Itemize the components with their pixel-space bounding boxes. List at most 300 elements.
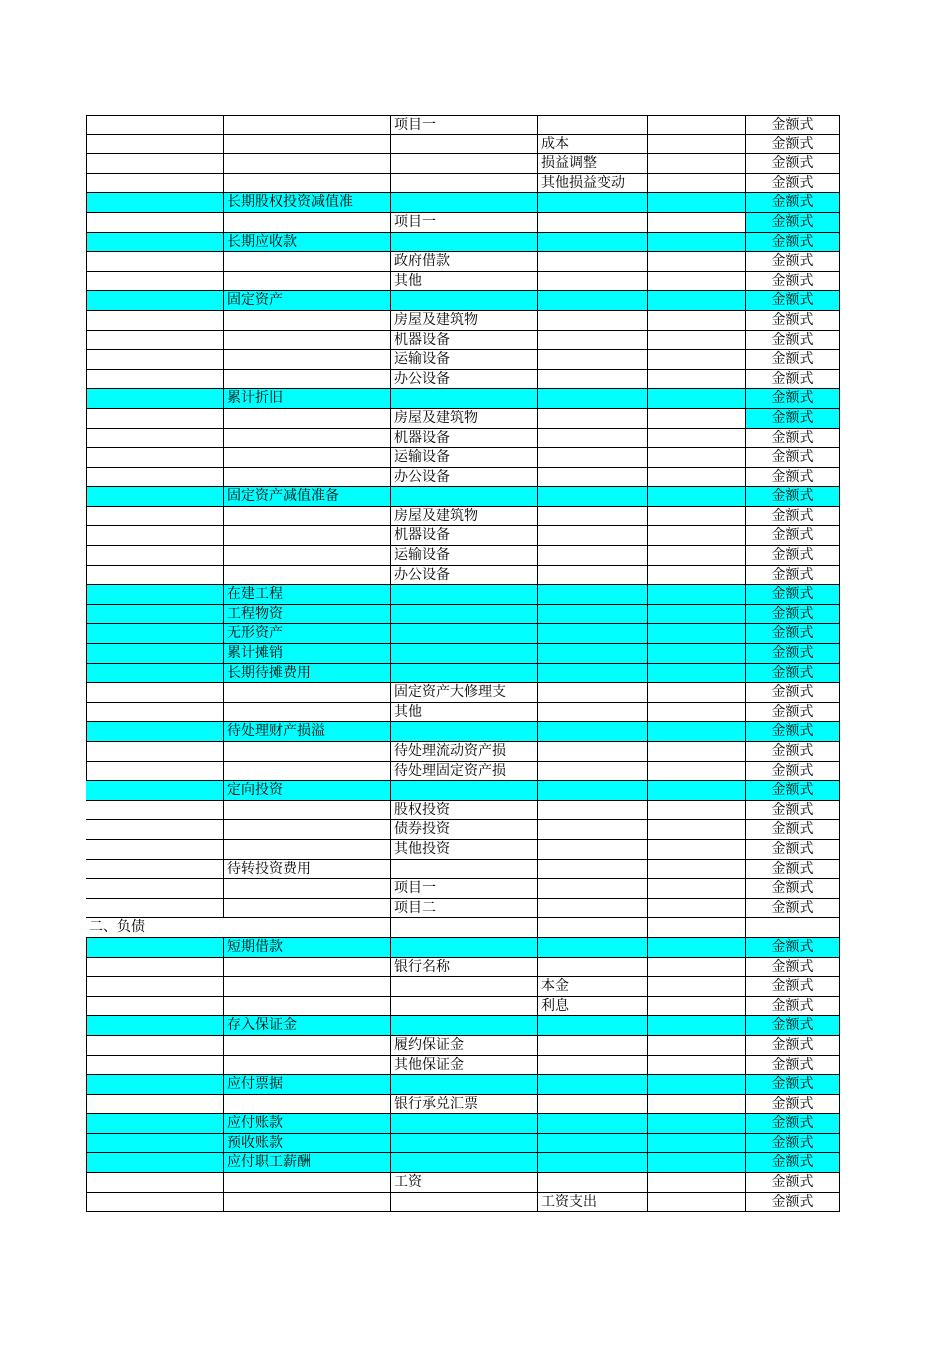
table-cell-c3[interactable] [391,977,538,997]
table-cell-c4[interactable] [538,722,648,742]
table-cell-c3[interactable] [391,526,538,546]
table-cell-c3[interactable] [391,879,538,899]
table-cell-c1[interactable] [86,1036,224,1056]
table-cell-c1[interactable] [86,429,224,449]
table-cell-c2[interactable] [224,233,391,253]
table-cell-c6[interactable] [746,331,840,351]
table-cell-c3[interactable] [391,1075,538,1095]
table-cell-c2[interactable] [224,429,391,449]
table-cell-c6[interactable] [746,801,840,821]
table-cell-c1[interactable] [86,468,224,488]
table-cell-c2[interactable] [224,1036,391,1056]
table-cell-c4[interactable] [538,1036,648,1056]
table-cell-c4[interactable] [538,115,648,135]
table-cell-c6[interactable] [746,997,840,1017]
table-cell-c3[interactable] [391,997,538,1017]
table-cell-c2[interactable] [224,860,391,880]
table-cell-c1[interactable] [86,1095,224,1115]
table-cell-c2[interactable] [224,624,391,644]
table-cell-c5[interactable] [648,1193,746,1213]
table-cell-c5[interactable] [648,938,746,958]
table-cell-c5[interactable] [648,664,746,684]
table-cell-c4[interactable] [538,1114,648,1134]
table-cell-c5[interactable] [648,507,746,527]
table-cell-c6[interactable] [746,1193,840,1213]
table-cell-c6[interactable] [746,762,840,782]
table-cell-c6[interactable] [746,1153,840,1173]
table-cell-c5[interactable] [648,468,746,488]
table-cell-c4[interactable] [538,252,648,272]
table-cell-c5[interactable] [648,781,746,801]
table-cell-c6[interactable] [746,918,840,938]
table-cell-c1[interactable] [86,1173,224,1193]
table-cell-c6[interactable] [746,860,840,880]
table-cell-c4[interactable] [538,174,648,194]
table-cell-c5[interactable] [648,605,746,625]
table-cell-c6[interactable] [746,781,840,801]
table-cell-c3[interactable] [391,193,538,213]
table-cell-c6[interactable] [746,468,840,488]
table-cell-c3[interactable] [391,624,538,644]
table-cell-c5[interactable] [648,624,746,644]
table-cell-c5[interactable] [648,1095,746,1115]
table-cell-c3[interactable] [391,899,538,919]
table-cell-c6[interactable] [746,233,840,253]
table-cell-c2[interactable] [224,938,391,958]
table-cell-c6[interactable] [746,526,840,546]
table-cell-c3[interactable] [391,1173,538,1193]
table-cell-c1[interactable] [86,801,224,821]
table-cell-c6[interactable] [746,409,840,429]
table-cell-c1[interactable] [86,174,224,194]
table-cell-c3[interactable] [391,233,538,253]
table-cell-c2[interactable] [224,291,391,311]
table-cell-c2[interactable] [224,1134,391,1154]
table-cell-c6[interactable] [746,487,840,507]
table-cell-c1[interactable] [86,311,224,331]
table-cell-c4[interactable] [538,1193,648,1213]
table-cell-c4[interactable] [538,840,648,860]
table-cell-c1[interactable] [86,272,224,292]
table-cell-c1[interactable] [86,683,224,703]
table-cell-c4[interactable] [538,135,648,155]
table-cell-c6[interactable] [746,644,840,664]
table-cell-c4[interactable] [538,860,648,880]
table-cell-c1[interactable] [86,331,224,351]
table-cell-c3[interactable] [391,1016,538,1036]
table-cell-c2[interactable] [224,958,391,978]
table-cell-c1[interactable] [86,566,224,586]
table-cell-c6[interactable] [746,546,840,566]
table-cell-c3[interactable] [391,605,538,625]
table-cell-c3[interactable] [391,487,538,507]
table-cell-c6[interactable] [746,429,840,449]
table-cell-c5[interactable] [648,350,746,370]
table-cell-c3[interactable] [391,429,538,449]
table-cell-c1[interactable] [86,605,224,625]
table-cell-c4[interactable] [538,1095,648,1115]
table-cell-c4[interactable] [538,350,648,370]
table-cell-c4[interactable] [538,1016,648,1036]
table-cell-c3[interactable] [391,115,538,135]
table-cell-c5[interactable] [648,154,746,174]
table-cell-c3[interactable] [391,154,538,174]
table-cell-c1[interactable] [86,958,224,978]
table-cell-c1[interactable] [86,1114,224,1134]
table-cell-c5[interactable] [648,918,746,938]
table-cell-c4[interactable] [538,585,648,605]
table-cell-c1[interactable] [86,918,224,938]
table-cell-c2[interactable] [224,174,391,194]
table-cell-c4[interactable] [538,429,648,449]
table-cell-c4[interactable] [538,272,648,292]
table-cell-c1[interactable] [86,840,224,860]
table-cell-c4[interactable] [538,331,648,351]
table-cell-c4[interactable] [538,233,648,253]
table-cell-c5[interactable] [648,429,746,449]
table-cell-c3[interactable] [391,781,538,801]
table-cell-c5[interactable] [648,683,746,703]
table-cell-c1[interactable] [86,820,224,840]
table-cell-c6[interactable] [746,115,840,135]
table-cell-c3[interactable] [391,722,538,742]
table-cell-c6[interactable] [746,135,840,155]
table-cell-c2[interactable] [224,409,391,429]
table-cell-c6[interactable] [746,389,840,409]
table-cell-c3[interactable] [391,272,538,292]
table-cell-c3[interactable] [391,742,538,762]
table-cell-c5[interactable] [648,174,746,194]
table-cell-c4[interactable] [538,664,648,684]
table-cell-c2[interactable] [224,193,391,213]
table-cell-c1[interactable] [86,389,224,409]
table-cell-c1[interactable] [86,899,224,919]
table-cell-c4[interactable] [538,683,648,703]
table-cell-c4[interactable] [538,487,648,507]
table-cell-c1[interactable] [86,526,224,546]
table-cell-c2[interactable] [224,644,391,664]
table-cell-c2[interactable] [224,879,391,899]
table-cell-c3[interactable] [391,135,538,155]
table-cell-c4[interactable] [538,468,648,488]
table-cell-c1[interactable] [86,938,224,958]
table-cell-c4[interactable] [538,370,648,390]
table-cell-c2[interactable] [224,1193,391,1213]
table-cell-c4[interactable] [538,742,648,762]
table-cell-c1[interactable] [86,291,224,311]
table-cell-c2[interactable] [224,1173,391,1193]
table-cell-c3[interactable] [391,860,538,880]
table-cell-c2[interactable] [224,820,391,840]
table-cell-c5[interactable] [648,1114,746,1134]
table-cell-c5[interactable] [648,899,746,919]
table-cell-c4[interactable] [538,291,648,311]
table-cell-c5[interactable] [648,1036,746,1056]
table-cell-c1[interactable] [86,1153,224,1173]
table-cell-c5[interactable] [648,977,746,997]
table-cell-c4[interactable] [538,1153,648,1173]
table-cell-c4[interactable] [538,507,648,527]
table-cell-c2[interactable] [224,507,391,527]
table-cell-c4[interactable] [538,644,648,664]
table-cell-c5[interactable] [648,1134,746,1154]
table-cell-c3[interactable] [391,801,538,821]
table-cell-c6[interactable] [746,154,840,174]
table-cell-c5[interactable] [648,311,746,331]
table-cell-c3[interactable] [391,762,538,782]
table-cell-c2[interactable] [224,468,391,488]
table-cell-c4[interactable] [538,566,648,586]
table-cell-c5[interactable] [648,546,746,566]
table-cell-c1[interactable] [86,154,224,174]
table-cell-c4[interactable] [538,448,648,468]
table-cell-c3[interactable] [391,644,538,664]
table-cell-c4[interactable] [538,311,648,331]
table-cell-c3[interactable] [391,468,538,488]
table-cell-c5[interactable] [648,820,746,840]
table-cell-c4[interactable] [538,762,648,782]
table-cell-c3[interactable] [391,840,538,860]
table-cell-c1[interactable] [86,507,224,527]
table-cell-c3[interactable] [391,1134,538,1154]
table-cell-c3[interactable] [391,350,538,370]
table-cell-c4[interactable] [538,977,648,997]
table-cell-c2[interactable] [224,331,391,351]
table-cell-c4[interactable] [538,997,648,1017]
table-cell-c5[interactable] [648,1056,746,1076]
table-cell-c3[interactable] [391,291,538,311]
table-cell-c3[interactable] [391,1095,538,1115]
table-cell-c1[interactable] [86,1075,224,1095]
table-cell-c5[interactable] [648,448,746,468]
table-cell-c6[interactable] [746,311,840,331]
table-cell-c6[interactable] [746,291,840,311]
table-cell-c6[interactable] [746,272,840,292]
table-cell-c2[interactable] [224,566,391,586]
table-cell-c2[interactable] [224,526,391,546]
table-cell-c5[interactable] [648,370,746,390]
table-cell-c5[interactable] [648,272,746,292]
table-cell-c5[interactable] [648,213,746,233]
table-cell-c1[interactable] [86,585,224,605]
table-cell-c4[interactable] [538,213,648,233]
table-cell-c6[interactable] [746,938,840,958]
table-cell-c2[interactable] [224,722,391,742]
table-cell-c1[interactable] [86,487,224,507]
table-cell-c5[interactable] [648,1075,746,1095]
table-cell-c6[interactable] [746,1134,840,1154]
table-cell-c2[interactable] [224,135,391,155]
table-cell-c2[interactable] [224,664,391,684]
table-cell-c6[interactable] [746,1056,840,1076]
table-cell-c4[interactable] [538,193,648,213]
table-cell-c6[interactable] [746,350,840,370]
table-cell-c2[interactable] [224,370,391,390]
table-cell-c2[interactable] [224,840,391,860]
table-cell-c4[interactable] [538,409,648,429]
table-cell-c1[interactable] [86,762,224,782]
table-cell-c6[interactable] [746,977,840,997]
table-cell-c5[interactable] [648,801,746,821]
table-cell-c4[interactable] [538,624,648,644]
table-cell-c3[interactable] [391,664,538,684]
table-cell-c6[interactable] [746,820,840,840]
table-cell-c4[interactable] [538,899,648,919]
table-cell-c5[interactable] [648,135,746,155]
table-cell-c6[interactable] [746,703,840,723]
table-cell-c5[interactable] [648,389,746,409]
table-cell-c3[interactable] [391,389,538,409]
table-cell-c4[interactable] [538,1075,648,1095]
table-cell-c6[interactable] [746,683,840,703]
table-cell-c1[interactable] [86,1016,224,1036]
table-cell-c3[interactable] [391,409,538,429]
table-cell-c5[interactable] [648,487,746,507]
table-cell-c2[interactable] [224,762,391,782]
table-cell-c5[interactable] [648,958,746,978]
table-cell-c6[interactable] [746,958,840,978]
table-cell-c5[interactable] [648,1016,746,1036]
table-cell-c3[interactable] [391,1114,538,1134]
table-cell-c1[interactable] [86,1056,224,1076]
table-cell-c4[interactable] [538,389,648,409]
table-cell-c4[interactable] [538,703,648,723]
table-cell-c6[interactable] [746,566,840,586]
table-cell-c1[interactable] [86,546,224,566]
table-cell-c3[interactable] [391,213,538,233]
table-cell-c4[interactable] [538,801,648,821]
table-cell-c5[interactable] [648,644,746,664]
table-cell-c6[interactable] [746,585,840,605]
table-cell-c2[interactable] [224,997,391,1017]
table-cell-c4[interactable] [538,958,648,978]
table-cell-c2[interactable] [224,977,391,997]
table-cell-c5[interactable] [648,1153,746,1173]
table-cell-c3[interactable] [391,820,538,840]
table-cell-c1[interactable] [86,1134,224,1154]
table-cell-c4[interactable] [538,526,648,546]
table-cell-c1[interactable] [86,722,224,742]
table-cell-c2[interactable] [224,213,391,233]
table-cell-c3[interactable] [391,703,538,723]
table-cell-c1[interactable] [86,644,224,664]
table-cell-c5[interactable] [648,840,746,860]
table-cell-c1[interactable] [86,409,224,429]
table-cell-c3[interactable] [391,566,538,586]
table-cell-c6[interactable] [746,174,840,194]
table-cell-c6[interactable] [746,1095,840,1115]
table-cell-c2[interactable] [224,272,391,292]
table-cell-c5[interactable] [648,526,746,546]
table-cell-c4[interactable] [538,154,648,174]
table-cell-c2[interactable] [224,546,391,566]
table-cell-c6[interactable] [746,252,840,272]
table-cell-c4[interactable] [538,820,648,840]
table-cell-c1[interactable] [86,370,224,390]
table-cell-c4[interactable] [538,879,648,899]
table-cell-c5[interactable] [648,193,746,213]
table-cell-c5[interactable] [648,742,746,762]
table-cell-c2[interactable] [224,605,391,625]
table-cell-c2[interactable] [224,801,391,821]
table-cell-c5[interactable] [648,252,746,272]
table-cell-c1[interactable] [86,193,224,213]
table-cell-c2[interactable] [224,389,391,409]
table-cell-c5[interactable] [648,233,746,253]
table-cell-c3[interactable] [391,311,538,331]
table-cell-c5[interactable] [648,1173,746,1193]
table-cell-c1[interactable] [86,742,224,762]
table-cell-c4[interactable] [538,1134,648,1154]
table-cell-c6[interactable] [746,1036,840,1056]
table-cell-c1[interactable] [86,624,224,644]
table-cell-c5[interactable] [648,291,746,311]
table-cell-c2[interactable] [224,899,391,919]
table-cell-c5[interactable] [648,722,746,742]
table-cell-c2[interactable] [224,683,391,703]
table-cell-c6[interactable] [746,742,840,762]
table-cell-c3[interactable] [391,252,538,272]
table-cell-c6[interactable] [746,1173,840,1193]
table-cell-c4[interactable] [538,1056,648,1076]
table-cell-c6[interactable] [746,193,840,213]
table-cell-c3[interactable] [391,938,538,958]
table-cell-c1[interactable] [86,213,224,233]
table-cell-c2[interactable] [224,1075,391,1095]
table-cell-c3[interactable] [391,1193,538,1213]
table-cell-c2[interactable] [224,448,391,468]
table-cell-c6[interactable] [746,1016,840,1036]
table-cell-c6[interactable] [746,664,840,684]
table-cell-c2[interactable] [224,1153,391,1173]
table-cell-c1[interactable] [86,115,224,135]
table-cell-c6[interactable] [746,213,840,233]
table-cell-c5[interactable] [648,585,746,605]
table-cell-c6[interactable] [746,507,840,527]
table-cell-c3[interactable] [391,174,538,194]
table-cell-c2[interactable] [224,252,391,272]
table-cell-c1[interactable] [86,977,224,997]
table-cell-c6[interactable] [746,448,840,468]
table-cell-c2[interactable] [224,154,391,174]
table-cell-c2[interactable] [224,703,391,723]
table-cell-c4[interactable] [538,781,648,801]
table-cell-c5[interactable] [648,703,746,723]
table-cell-c5[interactable] [648,997,746,1017]
table-cell-c6[interactable] [746,1114,840,1134]
table-cell-c3[interactable] [391,546,538,566]
table-cell-c5[interactable] [648,409,746,429]
table-cell-c6[interactable] [746,840,840,860]
table-cell-c4[interactable] [538,938,648,958]
table-cell-c2[interactable] [224,1114,391,1134]
table-cell-c1[interactable] [86,703,224,723]
table-cell-c1[interactable] [86,448,224,468]
table-cell-c1[interactable] [86,664,224,684]
table-cell-c5[interactable] [648,331,746,351]
table-cell-c1[interactable] [86,879,224,899]
table-cell-c4[interactable] [538,546,648,566]
table-cell-c4[interactable] [538,605,648,625]
table-cell-c6[interactable] [746,899,840,919]
table-cell-c2[interactable] [224,115,391,135]
table-cell-c2[interactable] [224,1095,391,1115]
table-cell-c3[interactable] [391,585,538,605]
table-cell-c6[interactable] [746,624,840,644]
table-cell-c2[interactable] [224,487,391,507]
table-cell-c1[interactable] [86,252,224,272]
table-cell-c3[interactable] [391,918,538,938]
